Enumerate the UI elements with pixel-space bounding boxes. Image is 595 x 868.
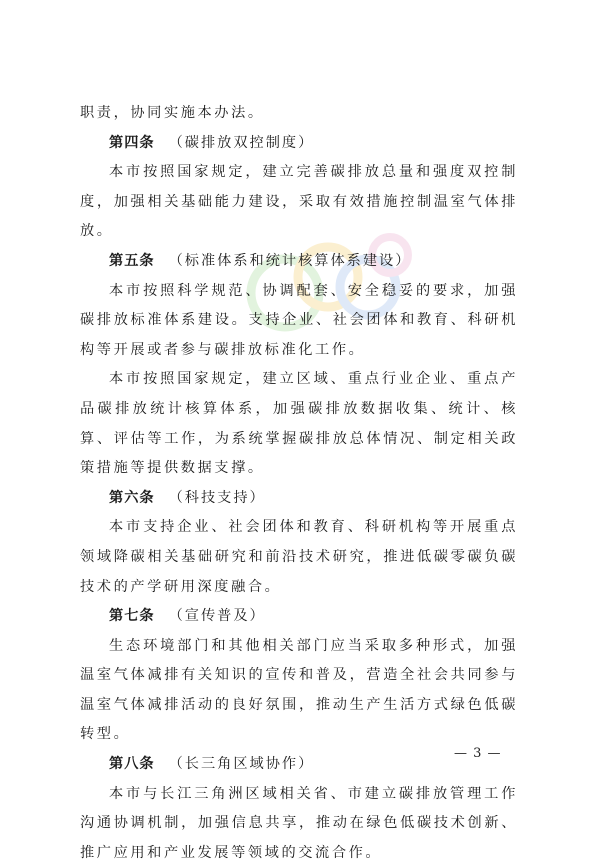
article-subtitle: （科技支持） [168, 489, 266, 506]
article-number: 第五条 [109, 252, 155, 269]
article-paragraph: 本市按照国家规定，建立区域、重点行业企业、重点产品碳排放统计核算体系，加强碳排放数据收集、统计、核算、评估等工作，为系统掌握碳排放总体情况、制定相关政策措施等提供数据支撑。 [80, 371, 518, 477]
article-number: 第六条 [109, 489, 155, 506]
article-number: 第四条 [109, 134, 155, 151]
article-heading [80, 129, 518, 159]
article-heading [80, 247, 518, 277]
article-paragraph: 本市支持企业、社会团体和教育、科研机构等开展重点领域降碳相关基础研究和前沿技术研究，推进低碳零碳负碳技术的产学研用深度融合。 [80, 519, 518, 595]
page-number: — 3 — [454, 746, 502, 761]
article-heading [80, 484, 518, 514]
article-number: 第七条 [109, 608, 155, 625]
article-paragraph: 本市按照科学规范、协调配套、安全稳妥的要求，加强碳排放标准体系建设。支持企业、社会团体和教育、科研机构等开展或者参与碳排放标准化工作。 [80, 282, 518, 358]
article-paragraph: 生态环境部门和其他相关部门应当采取多种形式，加强温室气体减排有关知识的宣传和普及，营造全社会共同参与温室气体减排活动的良好氛围，推动生产生活方式绿色低碳转型。 [80, 637, 518, 743]
article-subtitle: （碳排放双控制度） [168, 134, 315, 151]
article-heading [80, 750, 518, 780]
article-paragraph: 本市与长江三角洲区域相关省、市建立碳排放管理工作沟通协调机制，加强信息共享，推动在绿色低碳技术创新、推广应用和产业发展等领域的交流合作。 [80, 785, 518, 861]
article-subtitle: （长三角区域协作） [168, 756, 315, 773]
intro-line: 职责，协同实施本办法。 [80, 105, 265, 121]
article-subtitle: （标准体系和统计核算体系建设） [168, 252, 412, 269]
article-number: 第八条 [109, 756, 155, 773]
article-subtitle: （宣传普及） [168, 608, 266, 625]
article-paragraph: 本市按照国家规定，建立完善碳排放总量和强度双控制度，加强相关基础能力建设，采取有效措施控制温室气体排放。 [80, 164, 518, 240]
article-heading [80, 602, 518, 632]
document-body [80, 99, 518, 868]
